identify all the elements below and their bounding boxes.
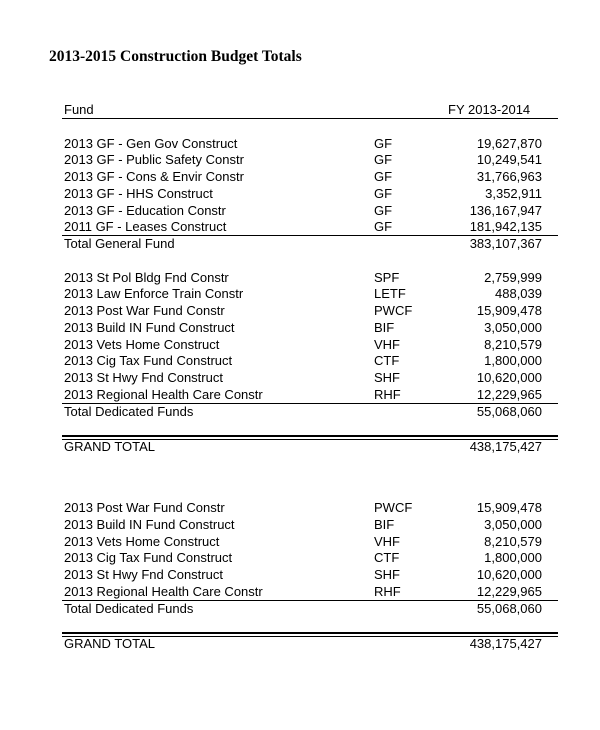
fund-amount: 10,620,000 xyxy=(476,567,542,582)
fund-name: 2013 Cig Tax Fund Construct xyxy=(64,550,233,565)
table-row xyxy=(64,549,542,566)
fund-name: 2013 St Pol Bldg Fnd Constr xyxy=(64,270,229,285)
fund-name: 2013 GF - Gen Gov Construct xyxy=(64,136,238,151)
total-label: Total General Fund xyxy=(64,236,175,251)
fund-amount: 10,249,541 xyxy=(476,152,542,167)
total-amount: 55,068,060 xyxy=(476,601,542,616)
table-row xyxy=(64,269,542,286)
fund-name: 2013 Vets Home Construct xyxy=(64,534,220,549)
fund-amount: 3,352,911 xyxy=(485,186,542,201)
table-row xyxy=(64,336,542,353)
table-row xyxy=(64,202,542,219)
fund-amount: 181,942,135 xyxy=(469,219,542,234)
fund-code: GF xyxy=(374,219,393,234)
fund-code: RHF xyxy=(374,387,401,402)
fund-code: BIF xyxy=(374,517,395,532)
fund-name: 2013 Build IN Fund Construct xyxy=(64,320,235,335)
table-row xyxy=(64,499,542,516)
table-row xyxy=(64,319,542,336)
total-amount: 383,107,367 xyxy=(469,236,542,251)
grand-total-row xyxy=(64,635,542,652)
table-row xyxy=(64,151,542,168)
total-row xyxy=(64,235,542,252)
fund-name: 2013 Post War Fund Constr xyxy=(64,303,225,318)
fund-code: CTF xyxy=(374,353,400,368)
table-row xyxy=(64,533,542,550)
fund-code: PWCF xyxy=(374,303,413,318)
fund-name: 2011 GF - Leases Construct xyxy=(64,219,227,234)
fund-amount: 136,167,947 xyxy=(469,203,542,218)
fund-amount: 31,766,963 xyxy=(476,169,542,184)
fund-name: 2013 Regional Health Care Constr xyxy=(64,584,263,599)
fund-code: VHF xyxy=(374,534,400,549)
fund-amount: 3,050,000 xyxy=(484,517,542,532)
page-title: 2013-2015 Construction Budget Totals xyxy=(49,48,302,65)
table-row xyxy=(64,185,542,202)
fund-code: SHF xyxy=(374,370,400,385)
fund-code: BIF xyxy=(374,320,395,335)
fund-amount: 3,050,000 xyxy=(484,320,542,335)
table-row xyxy=(64,352,542,369)
fund-amount: 12,229,965 xyxy=(476,584,542,599)
fund-name: 2013 GF - Cons & Envir Constr xyxy=(64,169,244,184)
fund-name: 2013 St Hwy Fnd Construct xyxy=(64,567,223,582)
fund-name: 2013 Law Enforce Train Constr xyxy=(64,286,244,301)
table-row xyxy=(64,566,542,583)
fund-code: VHF xyxy=(374,337,400,352)
fund-amount: 2,759,999 xyxy=(484,270,542,285)
table-row xyxy=(64,302,542,319)
fund-name: 2013 GF - Education Constr xyxy=(64,203,226,218)
table-row xyxy=(64,218,542,235)
fund-name: 2013 Build IN Fund Construct xyxy=(64,517,235,532)
fund-amount: 12,229,965 xyxy=(476,387,542,402)
fund-amount: 10,620,000 xyxy=(476,370,542,385)
fund-amount: 1,800,000 xyxy=(484,550,542,565)
fund-amount: 1,800,000 xyxy=(484,353,542,368)
total-label: Total Dedicated Funds xyxy=(64,601,194,616)
total-amount: 55,068,060 xyxy=(476,404,542,419)
column-header-fund: Fund xyxy=(64,102,94,117)
grand-total-amount: 438,175,427 xyxy=(469,636,542,651)
table-row xyxy=(64,386,542,403)
fund-name: 2013 Post War Fund Constr xyxy=(64,500,225,515)
grand-total-rule xyxy=(62,435,558,437)
fund-code: GF xyxy=(374,203,393,218)
table-row xyxy=(64,168,542,185)
fund-code: SPF xyxy=(374,270,400,285)
fund-amount: 8,210,579 xyxy=(484,534,542,549)
fund-code: RHF xyxy=(374,584,401,599)
grand-total-rule xyxy=(62,632,558,634)
fund-amount: 8,210,579 xyxy=(484,337,542,352)
fund-code: GF xyxy=(374,186,393,201)
fund-code: GF xyxy=(374,136,393,151)
fund-amount: 15,909,478 xyxy=(476,500,542,515)
fund-amount: 488,039 xyxy=(495,286,542,301)
grand-total-row xyxy=(64,438,542,455)
table-row xyxy=(64,369,542,386)
grand-total-label: GRAND TOTAL xyxy=(64,636,156,651)
fund-code: CTF xyxy=(374,550,400,565)
table-row xyxy=(64,583,542,600)
total-row xyxy=(64,403,542,420)
total-label: Total Dedicated Funds xyxy=(64,404,194,419)
grand-total-label: GRAND TOTAL xyxy=(64,439,156,454)
table-row xyxy=(64,285,542,302)
fund-name: 2013 Regional Health Care Constr xyxy=(64,387,263,402)
header-rule xyxy=(62,118,558,119)
table-row xyxy=(64,516,542,533)
fund-name: 2013 GF - Public Safety Constr xyxy=(64,152,244,167)
column-header-period: FY 2013-2014 xyxy=(448,102,531,117)
fund-name: 2013 GF - HHS Construct xyxy=(64,186,213,201)
fund-name: 2013 Vets Home Construct xyxy=(64,337,220,352)
fund-code: PWCF xyxy=(374,500,413,515)
fund-name: 2013 Cig Tax Fund Construct xyxy=(64,353,233,368)
fund-code: GF xyxy=(374,169,393,184)
total-row xyxy=(64,600,542,617)
fund-amount: 19,627,870 xyxy=(476,136,542,151)
table-row xyxy=(64,135,542,152)
fund-name: 2013 St Hwy Fnd Construct xyxy=(64,370,223,385)
fund-code: LETF xyxy=(374,286,406,301)
fund-amount: 15,909,478 xyxy=(476,303,542,318)
fund-code: GF xyxy=(374,152,393,167)
fund-code: SHF xyxy=(374,567,400,582)
grand-total-amount: 438,175,427 xyxy=(469,439,542,454)
